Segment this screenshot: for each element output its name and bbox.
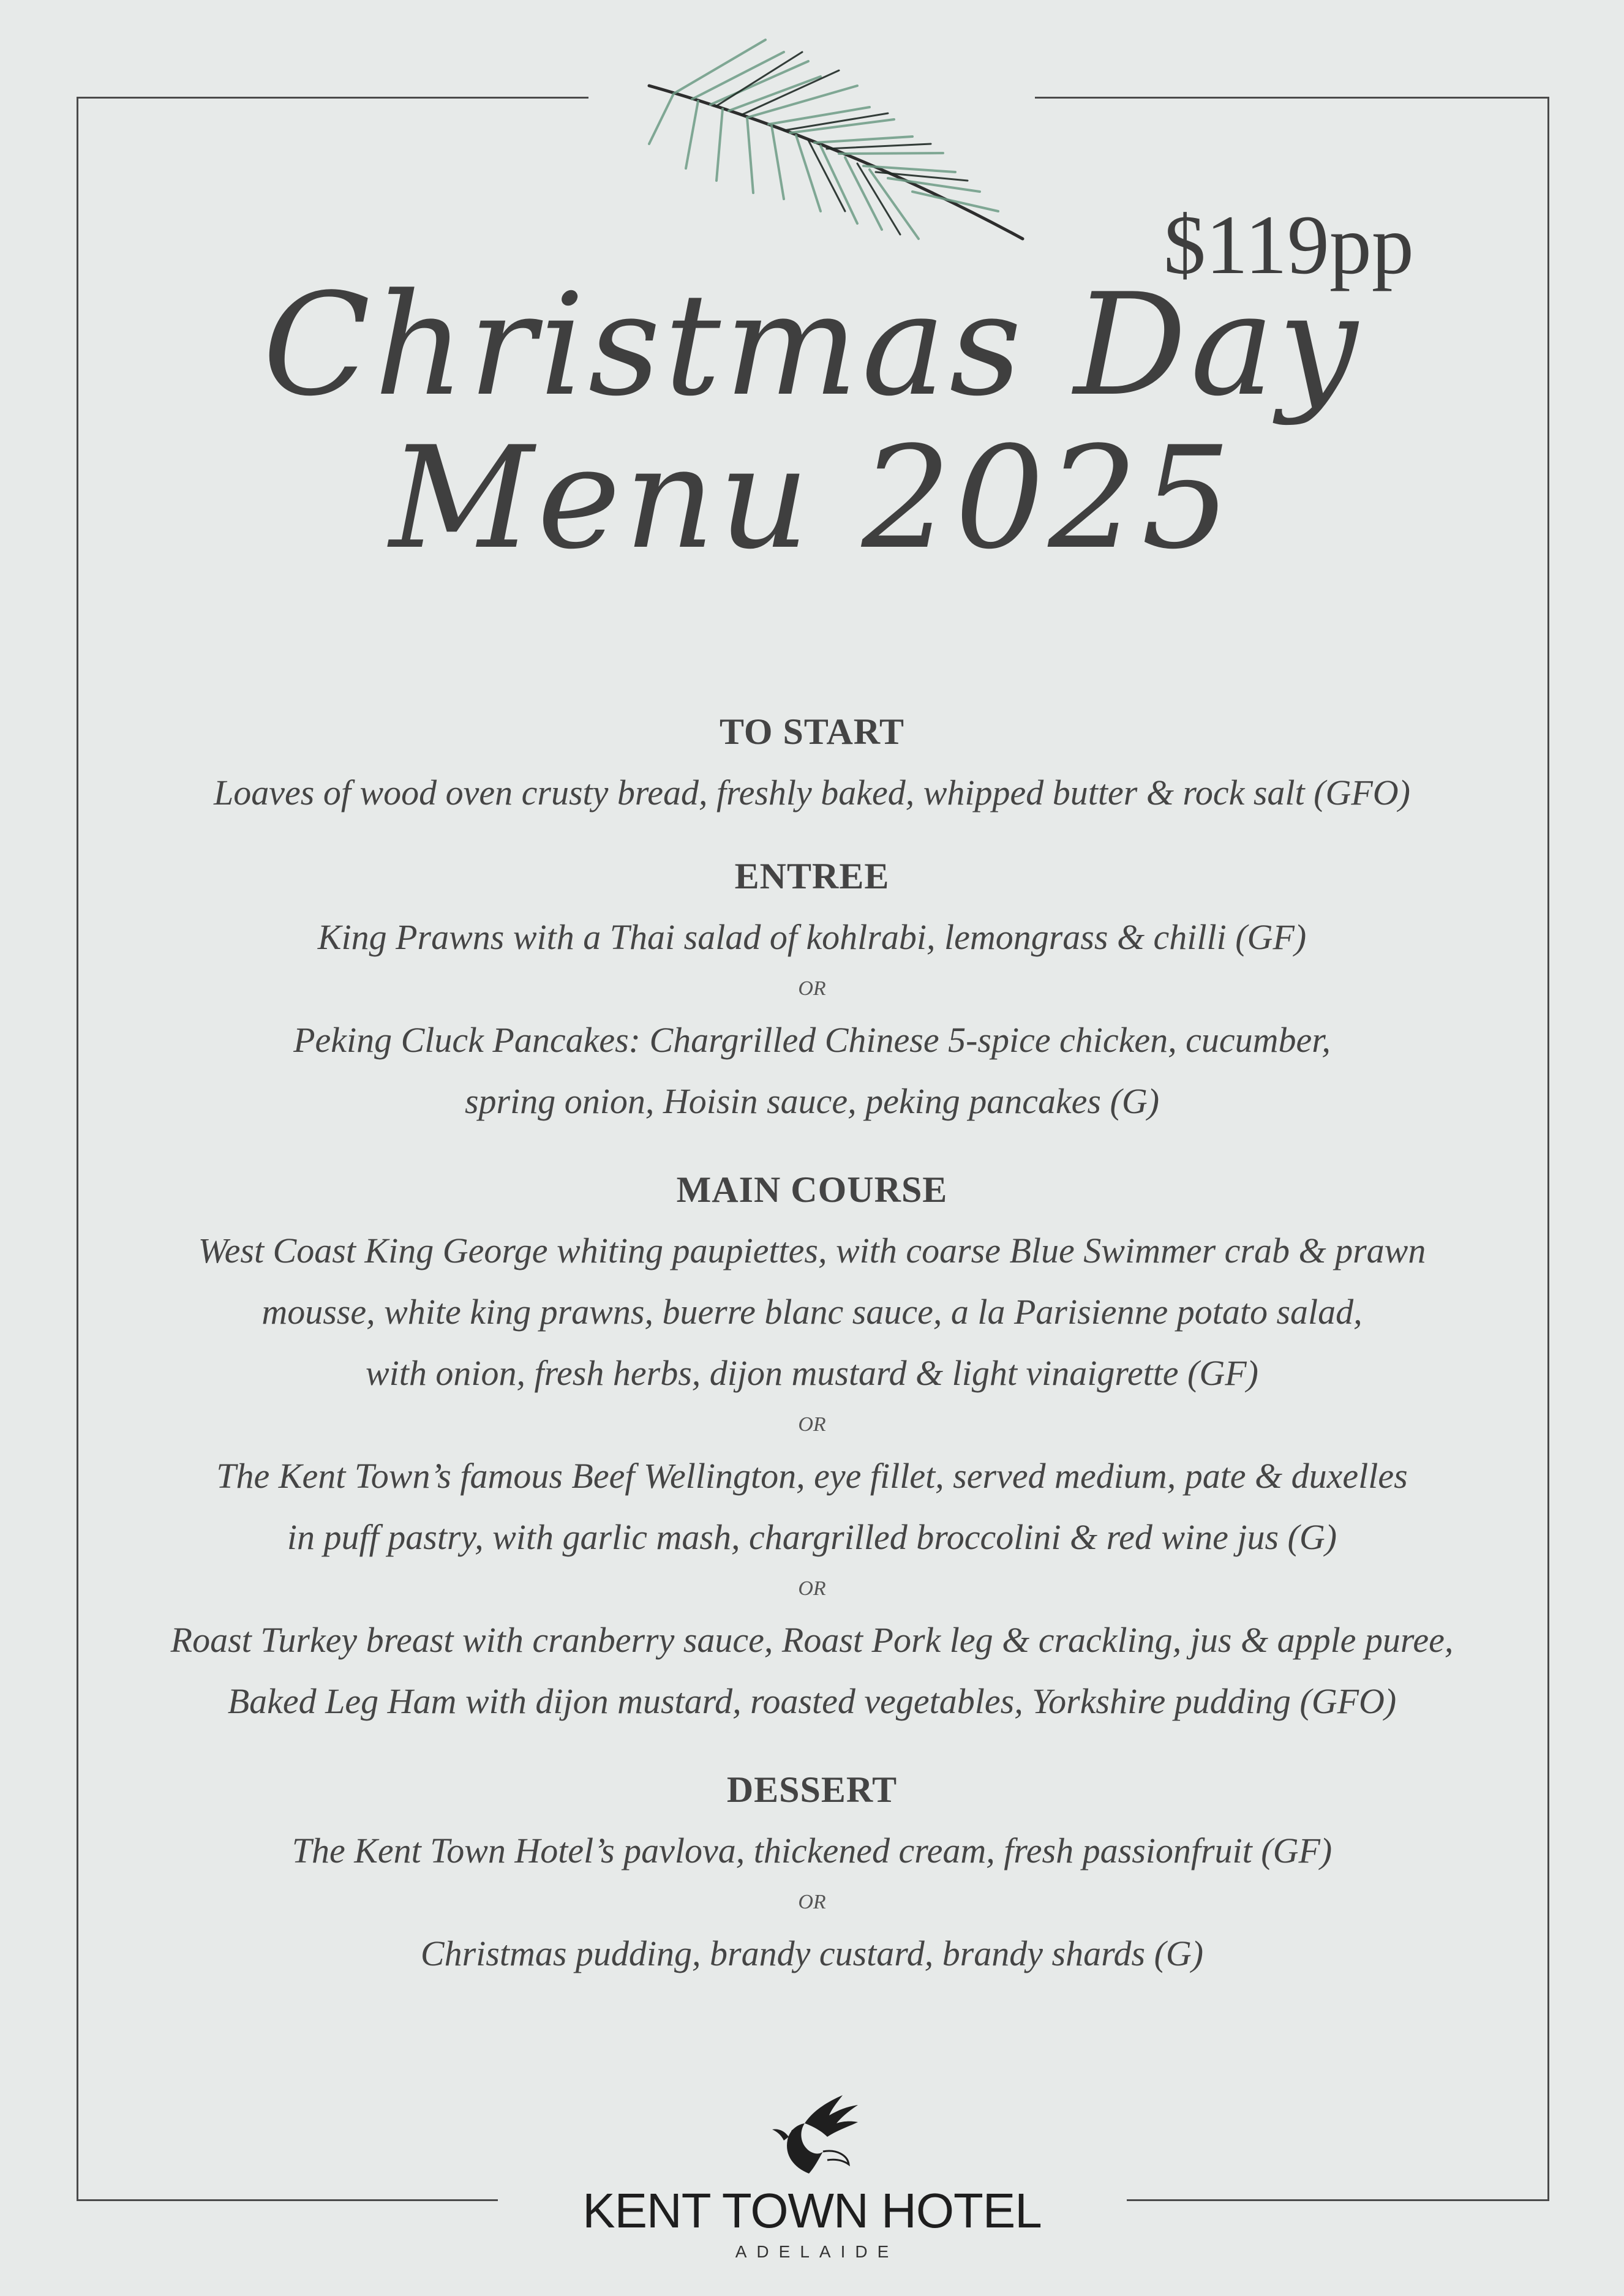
- frame-right-line: [1547, 97, 1549, 2201]
- or-separator: OR: [798, 1413, 826, 1436]
- dish-item: Peking Cluck Pancakes: Chargrilled Chinese 5-spice chicken, cucumber,: [293, 1020, 1331, 1060]
- or-separator: OR: [798, 1577, 826, 1600]
- frame-left-line: [77, 97, 78, 2201]
- section-heading: DESSERT: [726, 1769, 898, 1810]
- dish-item: with onion, fresh herbs, dijon mustard & light vinaigrette (GF): [366, 1353, 1258, 1393]
- section-to-start: [92, 701, 1532, 823]
- hotel-city: ADELAIDE: [735, 2242, 899, 2261]
- frame-top-left-line: [77, 97, 588, 99]
- menu-content: [92, 701, 1532, 1984]
- dish-item: Baked Leg Ham with dijon mustard, roasted vegetables, Yorkshire pudding (GFO): [227, 1681, 1397, 1721]
- or-separator: OR: [798, 977, 826, 1000]
- dish-item: The Kent Town’s famous Beef Wellington, eye fillet, served medium, pate & duxelles: [216, 1456, 1408, 1496]
- price: $119pp: [1163, 198, 1414, 291]
- dish-item: King Prawns with a Thai salad of kohlrabi, lemongrass & chilli (GF): [317, 917, 1307, 957]
- dish-item: spring onion, Hoisin sauce, peking pancakes (G): [464, 1081, 1160, 1121]
- page-title: [159, 264, 1465, 580]
- dish-item: Roast Turkey breast with cranberry sauce, Roast Pork leg & crackling, jus & apple puree,: [170, 1620, 1454, 1660]
- hotel-logo: [563, 2088, 1061, 2262]
- frame-bottom-left-line: [77, 2199, 498, 2201]
- pine-branch-icon: [625, 28, 1035, 248]
- frame-bottom-right-line: [1127, 2199, 1549, 2201]
- dish-item: in puff pastry, with garlic mash, chargrilled broccolini & red wine jus (G): [287, 1517, 1337, 1557]
- section-heading: ENTREE: [734, 856, 890, 896]
- dish-item: West Coast King George whiting paupiettes, with coarse Blue Swimmer crab & prawn: [198, 1231, 1426, 1270]
- bird-logo-icon: [751, 2088, 873, 2180]
- title-line-2: Menu 2025: [389, 417, 1235, 580]
- section-main-course: [92, 1159, 1532, 1732]
- hotel-name: KENT TOWN HOTEL: [582, 2183, 1042, 2238]
- dish-item: mousse, white king prawns, buerre blanc sauce, a la Parisienne potato salad,: [261, 1292, 1363, 1332]
- dish-item: Christmas pudding, brandy custard, brandy shards (G): [420, 1934, 1204, 1973]
- section-entree: [92, 846, 1532, 1132]
- section-heading: MAIN COURSE: [676, 1169, 948, 1210]
- section-dessert: [92, 1759, 1532, 1984]
- frame-top-right-line: [1035, 97, 1549, 99]
- dish-item: The Kent Town Hotel’s pavlova, thickened cream, fresh passionfruit (GF): [291, 1831, 1333, 1870]
- dish-item: Loaves of wood oven crusty bread, freshly baked, whipped butter & rock salt (GFO): [214, 773, 1410, 812]
- title-line-1: Christmas Day: [263, 264, 1361, 427]
- section-heading: TO START: [719, 711, 905, 752]
- or-separator: OR: [798, 1891, 826, 1913]
